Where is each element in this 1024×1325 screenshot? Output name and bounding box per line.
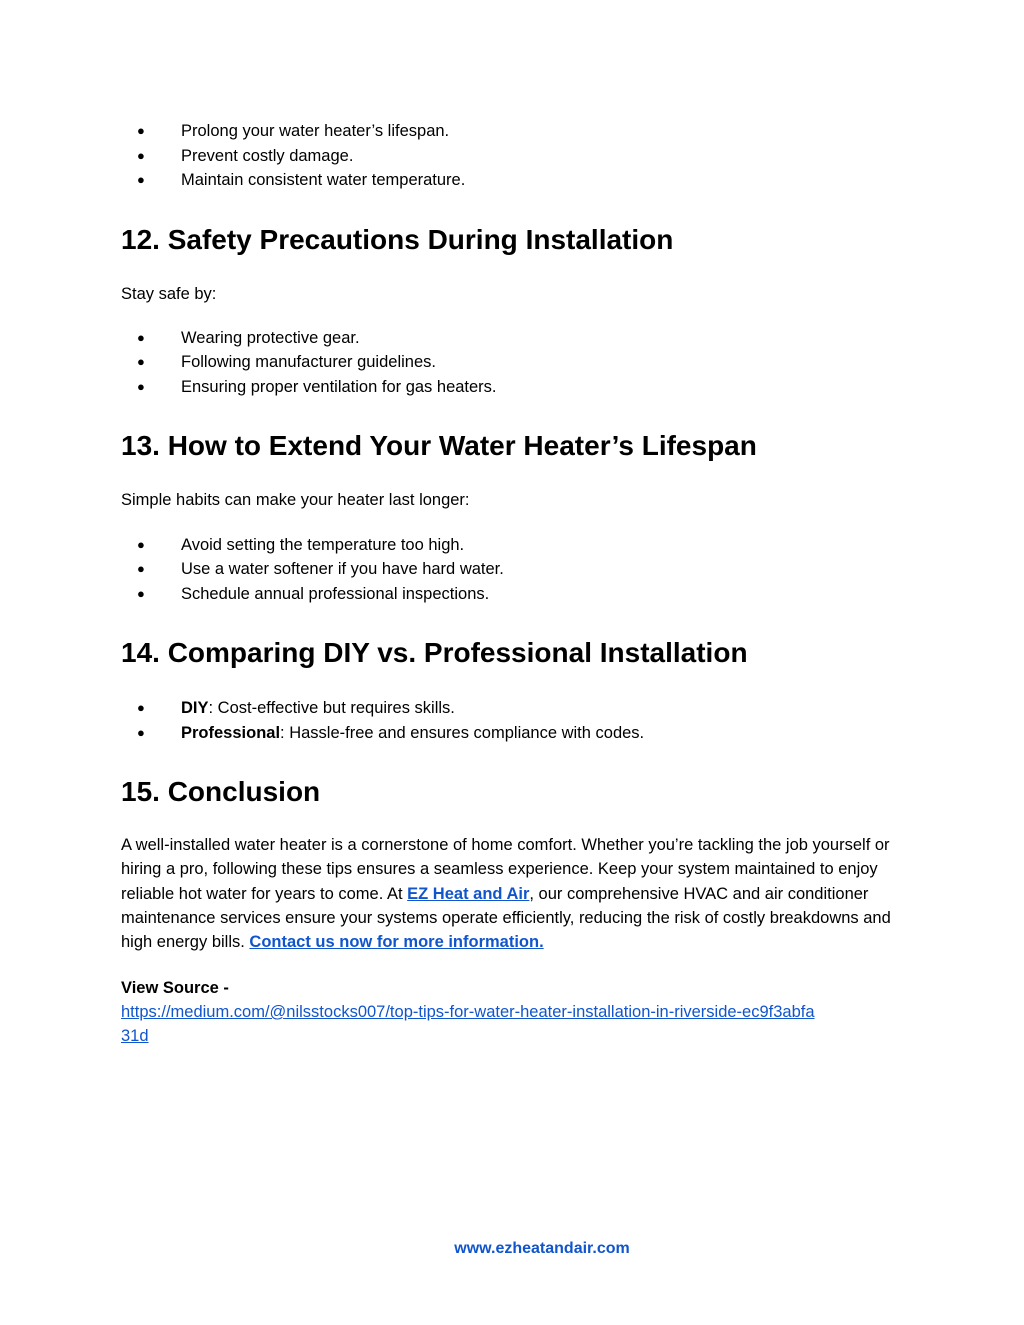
list-item: ● Ensuring proper ventilation for gas heaters. xyxy=(121,375,901,400)
section-14-heading: 14. Comparing DIY vs. Professional Installation xyxy=(121,637,748,669)
list-item: ● Wearing protective gear. xyxy=(121,326,901,351)
source-url xyxy=(121,1000,901,1049)
list-item: ● Prevent costly damage. xyxy=(121,144,901,169)
list-item: ● Use a water softener if you have hard water. xyxy=(121,557,901,582)
section-12-list xyxy=(121,326,901,400)
list-item: ● Maintain consistent water temperature. xyxy=(121,168,901,193)
list-item: ● DIY: Cost-effective but requires skills. xyxy=(121,696,901,721)
bullet-icon: ● xyxy=(137,700,145,716)
section-15-heading: 15. Conclusion xyxy=(121,776,321,808)
section-14-list xyxy=(121,696,901,745)
bullet-icon: ● xyxy=(137,561,145,577)
section-12-intro: Stay safe by: xyxy=(121,284,217,303)
term-label: DIY xyxy=(181,699,209,718)
term-label: Professional xyxy=(181,723,281,742)
intro-list xyxy=(121,119,901,193)
bullet-icon: ● xyxy=(137,585,145,601)
contact-us-link[interactable]: Contact us now for more information. xyxy=(249,933,544,952)
view-source-label: View Source - xyxy=(121,978,229,997)
conclusion-paragraph: A well-installed water heater is a cornerstone of home comfort. Whether you’re tackling the job yourself or hiring a pro, following these tips ensures a seamless experience. Keep your system maintained to enjoy reliable hot water for years to come. At EZ Heat and Air, our comprehensive HVAC and air conditioner maintenance services ensure your systems operate efficiently, reducing the risk of costly breakdowns and high energy bills. Contact us now for more information. xyxy=(121,836,891,952)
bullet-icon: ● xyxy=(137,123,145,138)
section-13-list xyxy=(121,533,901,607)
source-url-link[interactable]: https://medium.com/@nilsstocks007/top-tips-for-water-heater-installation-in-riverside-ec9f3abfa 31d xyxy=(121,1002,815,1046)
bullet-icon: ● xyxy=(137,378,145,394)
list-item: ● Avoid setting the temperature too high. xyxy=(121,533,901,558)
bullet-icon: ● xyxy=(137,329,145,345)
page-content xyxy=(121,119,901,1048)
bullet-icon: ● xyxy=(137,172,145,187)
section-12-heading: 12. Safety Precautions During Installation xyxy=(121,223,674,255)
ez-heat-and-air-link[interactable]: EZ Heat and Air xyxy=(407,884,530,903)
footer-url[interactable]: www.ezheatandair.com xyxy=(454,1240,630,1257)
list-item: ● Following manufacturer guidelines. xyxy=(121,350,901,375)
section-13-intro: Simple habits can make your heater last longer: xyxy=(121,491,470,510)
section-13-heading: 13. How to Extend Your Water Heater’s Lifespan xyxy=(121,430,757,462)
bullet-icon: ● xyxy=(137,536,145,552)
bullet-icon: ● xyxy=(137,724,145,740)
list-item: ● Schedule annual professional inspections. xyxy=(121,582,901,607)
bullet-icon: ● xyxy=(137,147,145,163)
list-item: ● Prolong your water heater’s lifespan. xyxy=(121,119,901,144)
bullet-icon: ● xyxy=(137,354,145,370)
list-item: ● Professional: Hassle-free and ensures compliance with codes. xyxy=(121,721,901,746)
